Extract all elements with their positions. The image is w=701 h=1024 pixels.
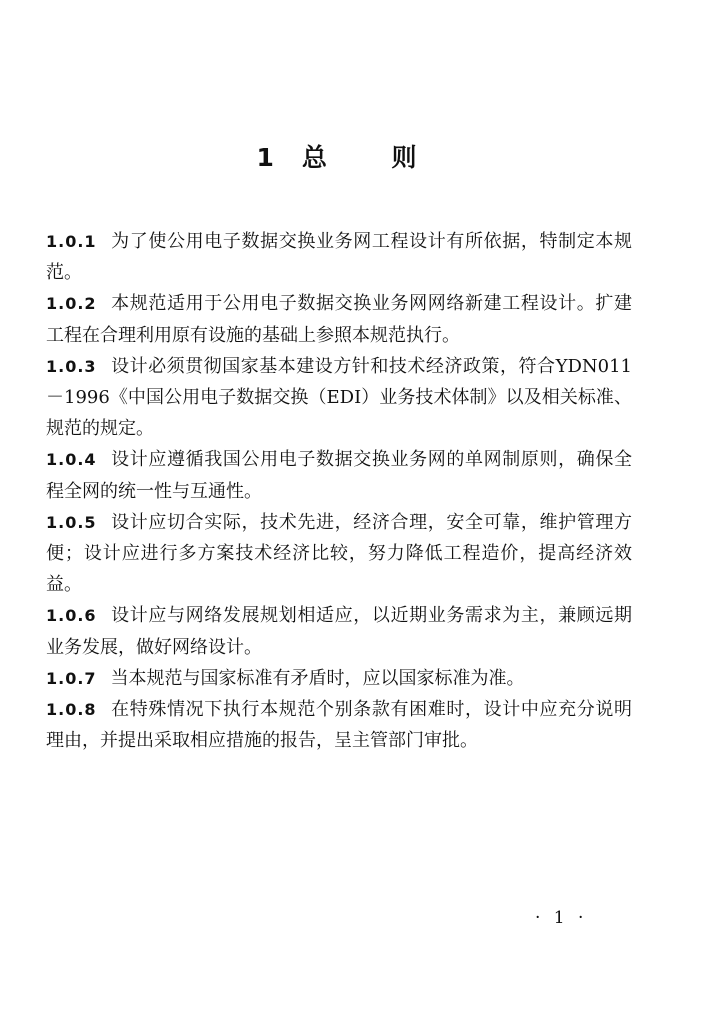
chapter-name: 总 则 [301,143,445,172]
clause-1-0-4 [46,444,632,506]
clause-text: 本规范适用于公用电子数据交换业务网网络新建工程设计。扩建工程在合理利用原有设施的基础上参照本规范执行。 [46,293,632,346]
clause-number: 1.0.4 [46,450,97,470]
clause-text: 为了使公用电子数据交换业务网工程设计有所依据，特制定本规范。 [46,231,632,284]
clause-1-0-5 [46,507,632,601]
page-number: · 1 · [535,908,588,928]
clause-list [46,226,632,756]
clause-text: 设计应遵循我国公用电子数据交换业务网的单网制原则，确保全程全网的统一性与互通性。 [46,449,632,502]
clause-number: 1.0.8 [46,700,97,720]
chapter-number: 1 [256,143,276,172]
clause-number: 1.0.6 [46,606,97,626]
clause-1-0-3 [46,351,632,445]
clause-1-0-2 [46,288,632,350]
clause-number: 1.0.5 [46,512,97,532]
clause-1-0-6 [46,600,632,662]
clause-text: 当本规范与国家标准有矛盾时，应以国家标准为准。 [110,667,525,689]
chapter-title [0,138,701,174]
clause-text: 设计应切合实际，技术先进，经济合理，安全可靠，维护管理方便；设计应进行多方案技术经济比较，努力降低工程造价，提高经济效益。 [46,511,632,596]
clause-1-0-7 [46,663,632,694]
clause-number: 1.0.1 [46,232,97,251]
clause-number: 1.0.3 [46,356,97,376]
clause-number: 1.0.7 [46,668,97,688]
clause-number: 1.0.2 [46,294,97,314]
clause-text: 在特殊情况下执行本规范个别条款有困难时，设计中应充分说明理由，并提出采取相应措施的报告，呈主管部门审批。 [46,699,632,752]
clause-1-0-1 [46,226,632,288]
clause-text: 设计必须贯彻国家基本建设方针和技术经济政策，符合YDN011－1996《中国公用电子数据交换（EDI）业务技术体制》以及相关标准、规范的规定。 [46,355,632,440]
clause-text: 设计应与网络发展规划相适应，以近期业务需求为主，兼顾远期业务发展，做好网络设计。 [46,605,632,658]
clause-1-0-8 [46,694,632,756]
